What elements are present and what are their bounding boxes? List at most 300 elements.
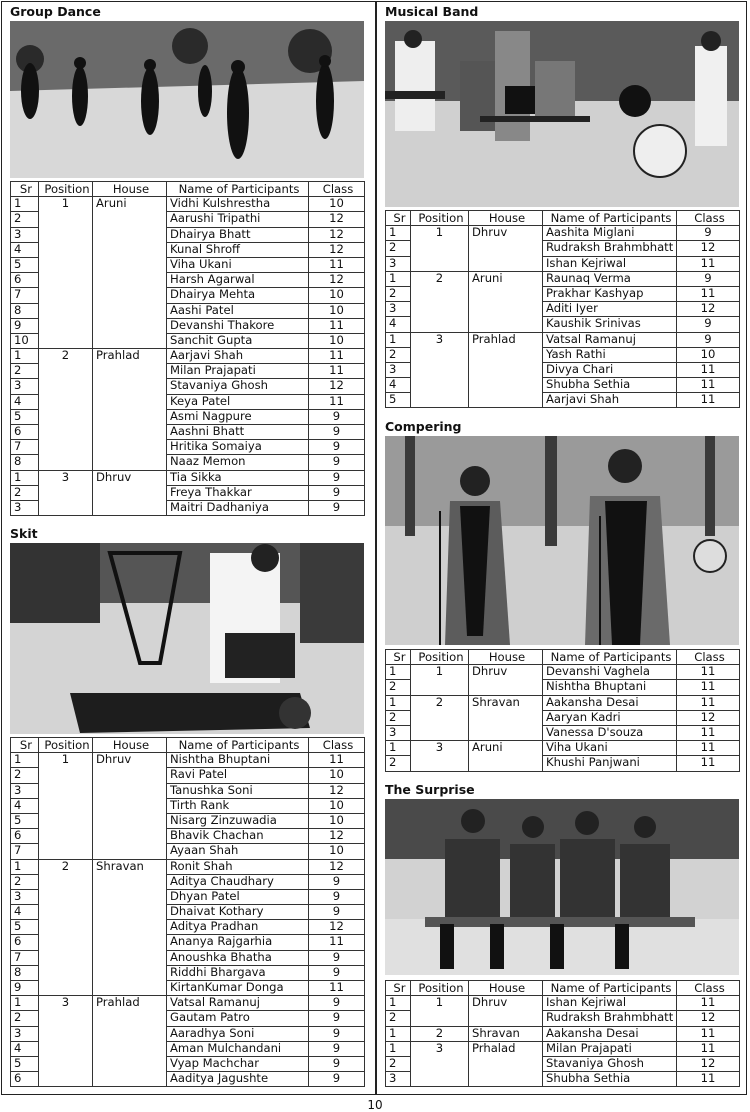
table-row: [386, 665, 740, 680]
cell-sr: 3: [386, 725, 411, 740]
cell-sr: 6: [11, 1072, 39, 1087]
cell-class: 9: [309, 889, 365, 904]
col-position: Position: [411, 981, 469, 996]
cell-house: Prahlad: [469, 332, 543, 408]
cell-sr: 4: [11, 905, 39, 920]
cell-class: 10: [309, 798, 365, 813]
cell-sr: 4: [11, 394, 39, 409]
cell-class: 11: [677, 1026, 740, 1041]
cell-name: Vyap Machchar: [167, 1056, 309, 1071]
cell-sr: 8: [11, 303, 39, 318]
cell-sr: 2: [386, 710, 411, 725]
cell-class: 11: [309, 981, 365, 996]
cell-class: 11: [677, 996, 740, 1011]
group-dance-table: [10, 181, 365, 516]
cell-sr: 2: [386, 1011, 411, 1026]
section-skit: [10, 527, 364, 1087]
cell-sr: 2: [386, 1056, 411, 1071]
surprise-table: [385, 980, 740, 1087]
cell-class: 12: [677, 302, 740, 317]
table-row: [386, 332, 740, 347]
section-title: Skit: [10, 526, 38, 541]
cell-sr: 1: [386, 665, 411, 680]
cell-name: Riddhi Bhargava: [167, 965, 309, 980]
cell-class: 9: [309, 1026, 365, 1041]
cell-class: 12: [309, 859, 365, 874]
cell-sr: 9: [11, 981, 39, 996]
cell-sr: 1: [386, 1041, 411, 1056]
cell-house: Prhalad: [469, 1041, 543, 1087]
table-row: [11, 349, 365, 364]
section-compering: [385, 420, 739, 772]
col-name: Name of Participants: [543, 650, 677, 665]
cell-house: Prahlad: [93, 996, 167, 1087]
cell-class: 11: [677, 725, 740, 740]
cell-sr: 4: [11, 242, 39, 257]
cell-sr: 1: [386, 226, 411, 241]
cell-position: 2: [411, 271, 469, 332]
cell-sr: 5: [11, 1056, 39, 1071]
cell-name: Aashita Miglani: [543, 226, 677, 241]
table-row: [386, 1026, 740, 1041]
cell-class: 9: [309, 965, 365, 980]
cell-name: Dhairya Mehta: [167, 288, 309, 303]
cell-name: Aaradhya Soni: [167, 1026, 309, 1041]
section-title: The Surprise: [385, 782, 475, 797]
cell-class: 9: [309, 905, 365, 920]
cell-name: Vanessa D'souza: [543, 725, 677, 740]
cell-class: 9: [309, 874, 365, 889]
cell-position: 3: [39, 996, 93, 1087]
cell-position: 3: [39, 470, 93, 516]
section-title: Group Dance: [10, 4, 101, 19]
cell-sr: 6: [11, 273, 39, 288]
skit-photo: [10, 543, 364, 734]
compering-photo: [385, 436, 739, 645]
cell-class: 11: [677, 378, 740, 393]
cell-name: Gautam Patro: [167, 1011, 309, 1026]
musical-band-table: [385, 210, 740, 408]
col-name: Name of Participants: [543, 981, 677, 996]
cell-class: 9: [309, 500, 365, 515]
cell-name: Khushi Panjwani: [543, 756, 677, 771]
cell-name: Tirth Rank: [167, 798, 309, 813]
cell-name: Shubha Sethia: [543, 1072, 677, 1087]
cell-name: Milan Prajapati: [167, 364, 309, 379]
cell-sr: 6: [11, 425, 39, 440]
cell-sr: 2: [11, 874, 39, 889]
cell-sr: 1: [386, 695, 411, 710]
cell-name: Maitri Dadhaniya: [167, 500, 309, 515]
cell-house: Aruni: [93, 197, 167, 349]
cell-class: 12: [309, 212, 365, 227]
cell-class: 11: [309, 753, 365, 768]
cell-class: 9: [309, 470, 365, 485]
cell-class: 11: [677, 286, 740, 301]
cell-class: 11: [677, 695, 740, 710]
col-position: Position: [411, 211, 469, 226]
col-position: Position: [39, 182, 93, 197]
cell-class: 12: [309, 783, 365, 798]
cell-sr: 3: [11, 889, 39, 904]
cell-house: Shravan: [469, 1026, 543, 1041]
cell-name: Devanshi Thakore: [167, 318, 309, 333]
cell-name: Milan Prajapati: [543, 1041, 677, 1056]
col-sr: Sr: [386, 650, 411, 665]
table-row: [11, 996, 365, 1011]
cell-class: 9: [309, 485, 365, 500]
cell-sr: 4: [11, 1041, 39, 1056]
cell-name: Kaushik Srinivas: [543, 317, 677, 332]
cell-sr: 2: [11, 212, 39, 227]
cell-class: 12: [309, 920, 365, 935]
col-class: Class: [677, 981, 740, 996]
cell-sr: 5: [11, 257, 39, 272]
cell-name: Ronit Shah: [167, 859, 309, 874]
cell-position: 1: [39, 197, 93, 349]
cell-class: 9: [309, 996, 365, 1011]
cell-sr: 2: [386, 241, 411, 256]
cell-class: 9: [309, 440, 365, 455]
cell-name: Sanchit Gupta: [167, 333, 309, 348]
header-row: [11, 738, 365, 753]
musical-band-photo: [385, 21, 739, 207]
column-divider: [375, 1, 377, 1095]
cell-class: 12: [677, 1011, 740, 1026]
cell-sr: 7: [11, 950, 39, 965]
cell-class: 9: [309, 1056, 365, 1071]
cell-sr: 10: [11, 333, 39, 348]
cell-sr: 5: [11, 409, 39, 424]
cell-name: Aaditya Jagushte: [167, 1072, 309, 1087]
cell-house: Shravan: [469, 695, 543, 741]
table-row: [386, 741, 740, 756]
cell-sr: 3: [386, 256, 411, 271]
cell-house: Dhruv: [93, 470, 167, 516]
cell-class: 9: [309, 1072, 365, 1087]
cell-house: Shravan: [93, 859, 167, 996]
cell-name: Nisarg Zinzuwadia: [167, 813, 309, 828]
cell-name: Shubha Sethia: [543, 378, 677, 393]
header-row: [386, 211, 740, 226]
table-row: [386, 1041, 740, 1056]
col-sr: Sr: [11, 738, 39, 753]
cell-class: 11: [309, 364, 365, 379]
cell-house: Prahlad: [93, 349, 167, 471]
header-row: [386, 981, 740, 996]
cell-house: Dhruv: [469, 665, 543, 695]
cell-class: 11: [309, 349, 365, 364]
cell-name: Raunaq Verma: [543, 271, 677, 286]
cell-position: 2: [39, 859, 93, 996]
cell-name: Tanushka Soni: [167, 783, 309, 798]
cell-name: KirtanKumar Donga: [167, 981, 309, 996]
cell-name: Aditya Pradhan: [167, 920, 309, 935]
cell-class: 10: [309, 288, 365, 303]
col-house: House: [93, 738, 167, 753]
cell-house: Dhruv: [469, 226, 543, 272]
cell-sr: 6: [11, 935, 39, 950]
cell-class: 9: [677, 271, 740, 286]
cell-class: 11: [677, 362, 740, 377]
cell-sr: 7: [11, 844, 39, 859]
group-dance-photo: [10, 21, 364, 178]
cell-sr: 2: [386, 756, 411, 771]
cell-class: 11: [309, 318, 365, 333]
cell-name: Aarjavi Shah: [543, 393, 677, 408]
cell-class: 11: [309, 257, 365, 272]
cell-position: 2: [411, 1026, 469, 1041]
cell-sr: 1: [386, 1026, 411, 1041]
cell-name: Bhavik Chachan: [167, 829, 309, 844]
table-row: [386, 226, 740, 241]
cell-sr: 6: [11, 829, 39, 844]
cell-class: 12: [309, 829, 365, 844]
cell-sr: 1: [386, 996, 411, 1011]
cell-name: Ravi Patel: [167, 768, 309, 783]
cell-sr: 1: [11, 753, 39, 768]
cell-house: Dhruv: [93, 753, 167, 859]
cell-sr: 2: [386, 347, 411, 362]
cell-class: 11: [677, 741, 740, 756]
col-sr: Sr: [11, 182, 39, 197]
table-row: [386, 996, 740, 1011]
cell-class: 10: [677, 347, 740, 362]
cell-house: Aruni: [469, 741, 543, 771]
cell-sr: 3: [386, 302, 411, 317]
cell-position: 3: [411, 741, 469, 771]
cell-name: Aditi Iyer: [543, 302, 677, 317]
cell-class: 10: [309, 333, 365, 348]
cell-sr: 1: [11, 470, 39, 485]
cell-position: 1: [411, 665, 469, 695]
cell-sr: 1: [11, 996, 39, 1011]
surprise-photo: [385, 799, 739, 975]
section-title: Compering: [385, 419, 462, 434]
cell-class: 9: [677, 332, 740, 347]
cell-sr: 3: [386, 362, 411, 377]
cell-class: 11: [309, 394, 365, 409]
cell-name: Aakansha Desai: [543, 695, 677, 710]
cell-sr: 4: [11, 798, 39, 813]
cell-sr: 2: [386, 680, 411, 695]
table-row: [11, 753, 365, 768]
cell-class: 9: [309, 950, 365, 965]
cell-sr: 9: [11, 318, 39, 333]
cell-class: 10: [309, 844, 365, 859]
cell-name: Yash Rathi: [543, 347, 677, 362]
section-title: Musical Band: [385, 4, 479, 19]
cell-name: Aarushi Tripathi: [167, 212, 309, 227]
cell-sr: 1: [386, 271, 411, 286]
cell-sr: 2: [11, 364, 39, 379]
cell-class: 11: [677, 393, 740, 408]
cell-name: Viha Ukani: [167, 257, 309, 272]
cell-sr: 5: [11, 920, 39, 935]
table-row: [11, 470, 365, 485]
header-row: [11, 182, 365, 197]
cell-class: 11: [677, 665, 740, 680]
cell-sr: 2: [11, 768, 39, 783]
cell-name: Viha Ukani: [543, 741, 677, 756]
cell-class: 9: [309, 1041, 365, 1056]
cell-class: 9: [309, 1011, 365, 1026]
cell-sr: 2: [11, 1011, 39, 1026]
cell-name: Hritika Somaiya: [167, 440, 309, 455]
cell-name: Aashni Bhatt: [167, 425, 309, 440]
cell-sr: 1: [11, 349, 39, 364]
cell-class: 12: [309, 379, 365, 394]
col-house: House: [469, 981, 543, 996]
cell-name: Dhaivat Kothary: [167, 905, 309, 920]
cell-sr: 4: [386, 317, 411, 332]
cell-name: Dhairya Bhatt: [167, 227, 309, 242]
cell-house: Dhruv: [469, 996, 543, 1026]
cell-name: Stavaniya Ghosh: [543, 1056, 677, 1071]
section-the-surprise: [385, 783, 739, 1087]
cell-name: Stavaniya Ghosh: [167, 379, 309, 394]
cell-name: Freya Thakkar: [167, 485, 309, 500]
cell-class: 9: [677, 226, 740, 241]
cell-class: 9: [309, 455, 365, 470]
cell-name: Aaryan Kadri: [543, 710, 677, 725]
cell-sr: 1: [386, 741, 411, 756]
cell-name: Ayaan Shah: [167, 844, 309, 859]
cell-class: 11: [677, 256, 740, 271]
cell-name: Asmi Nagpure: [167, 409, 309, 424]
cell-name: Aarjavi Shah: [167, 349, 309, 364]
cell-class: 11: [677, 756, 740, 771]
table-row: [386, 271, 740, 286]
cell-sr: 3: [11, 379, 39, 394]
cell-name: Ishan Kejriwal: [543, 256, 677, 271]
cell-name: Divya Chari: [543, 362, 677, 377]
cell-name: Nishtha Bhuptani: [543, 680, 677, 695]
table-row: [386, 695, 740, 710]
cell-name: Rudraksh Brahmbhatt: [543, 1011, 677, 1026]
cell-sr: 5: [386, 393, 411, 408]
table-row: [11, 197, 365, 212]
cell-sr: 3: [386, 1072, 411, 1087]
cell-sr: 1: [386, 332, 411, 347]
col-name: Name of Participants: [167, 182, 309, 197]
cell-name: Anoushka Bhatha: [167, 950, 309, 965]
cell-class: 12: [309, 242, 365, 257]
cell-sr: 3: [11, 500, 39, 515]
col-sr: Sr: [386, 981, 411, 996]
col-house: House: [469, 650, 543, 665]
skit-table: [10, 737, 365, 1087]
cell-sr: 3: [11, 783, 39, 798]
col-name: Name of Participants: [167, 738, 309, 753]
cell-class: 9: [677, 317, 740, 332]
col-class: Class: [309, 182, 365, 197]
cell-name: Keya Patel: [167, 394, 309, 409]
col-class: Class: [677, 211, 740, 226]
cell-name: Vidhi Kulshrestha: [167, 197, 309, 212]
compering-table: [385, 649, 740, 772]
cell-name: Naaz Memon: [167, 455, 309, 470]
cell-name: Harsh Agarwal: [167, 273, 309, 288]
cell-position: 1: [39, 753, 93, 859]
col-house: House: [469, 211, 543, 226]
cell-name: Nishtha Bhuptani: [167, 753, 309, 768]
col-name: Name of Participants: [543, 211, 677, 226]
cell-sr: 8: [11, 455, 39, 470]
cell-class: 11: [677, 680, 740, 695]
cell-class: 10: [309, 768, 365, 783]
cell-name: Devanshi Vaghela: [543, 665, 677, 680]
cell-class: 11: [677, 1072, 740, 1087]
cell-name: Vatsal Ramanuj: [543, 332, 677, 347]
section-group-dance: [10, 5, 364, 516]
cell-class: 10: [309, 197, 365, 212]
cell-class: 11: [309, 935, 365, 950]
cell-class: 10: [309, 813, 365, 828]
cell-name: Aditya Chaudhary: [167, 874, 309, 889]
cell-sr: 5: [11, 813, 39, 828]
cell-sr: 1: [11, 197, 39, 212]
page-number: 10: [367, 1098, 383, 1112]
cell-name: Tia Sikka: [167, 470, 309, 485]
cell-position: 1: [411, 226, 469, 272]
cell-name: Dhyan Patel: [167, 889, 309, 904]
cell-sr: 7: [11, 288, 39, 303]
cell-name: Aakansha Desai: [543, 1026, 677, 1041]
cell-position: 1: [411, 996, 469, 1026]
cell-sr: 2: [11, 485, 39, 500]
cell-sr: 2: [386, 286, 411, 301]
col-house: House: [93, 182, 167, 197]
cell-name: Vatsal Ramanuj: [167, 996, 309, 1011]
cell-class: 12: [677, 241, 740, 256]
cell-sr: 3: [11, 227, 39, 242]
section-musical-band: [385, 5, 739, 408]
col-position: Position: [411, 650, 469, 665]
cell-sr: 8: [11, 965, 39, 980]
cell-name: Ananya Rajgarhia: [167, 935, 309, 950]
cell-class: 10: [309, 303, 365, 318]
col-sr: Sr: [386, 211, 411, 226]
col-class: Class: [677, 650, 740, 665]
cell-name: Aashi Patel: [167, 303, 309, 318]
cell-class: 9: [309, 409, 365, 424]
cell-class: 12: [309, 227, 365, 242]
cell-class: 12: [309, 273, 365, 288]
cell-name: Kunal Shroff: [167, 242, 309, 257]
col-class: Class: [309, 738, 365, 753]
cell-name: Prakhar Kashyap: [543, 286, 677, 301]
cell-class: 9: [309, 425, 365, 440]
header-row: [386, 650, 740, 665]
cell-class: 12: [677, 710, 740, 725]
col-position: Position: [39, 738, 93, 753]
cell-sr: 7: [11, 440, 39, 455]
cell-position: 3: [411, 1041, 469, 1087]
cell-sr: 4: [386, 378, 411, 393]
cell-position: 2: [411, 695, 469, 741]
cell-position: 2: [39, 349, 93, 471]
cell-name: Rudraksh Brahmbhatt: [543, 241, 677, 256]
cell-sr: 1: [11, 859, 39, 874]
cell-name: Ishan Kejriwal: [543, 996, 677, 1011]
cell-class: 11: [677, 1041, 740, 1056]
cell-house: Aruni: [469, 271, 543, 332]
cell-position: 3: [411, 332, 469, 408]
cell-name: Aman Mulchandani: [167, 1041, 309, 1056]
table-row: [11, 859, 365, 874]
cell-sr: 3: [11, 1026, 39, 1041]
